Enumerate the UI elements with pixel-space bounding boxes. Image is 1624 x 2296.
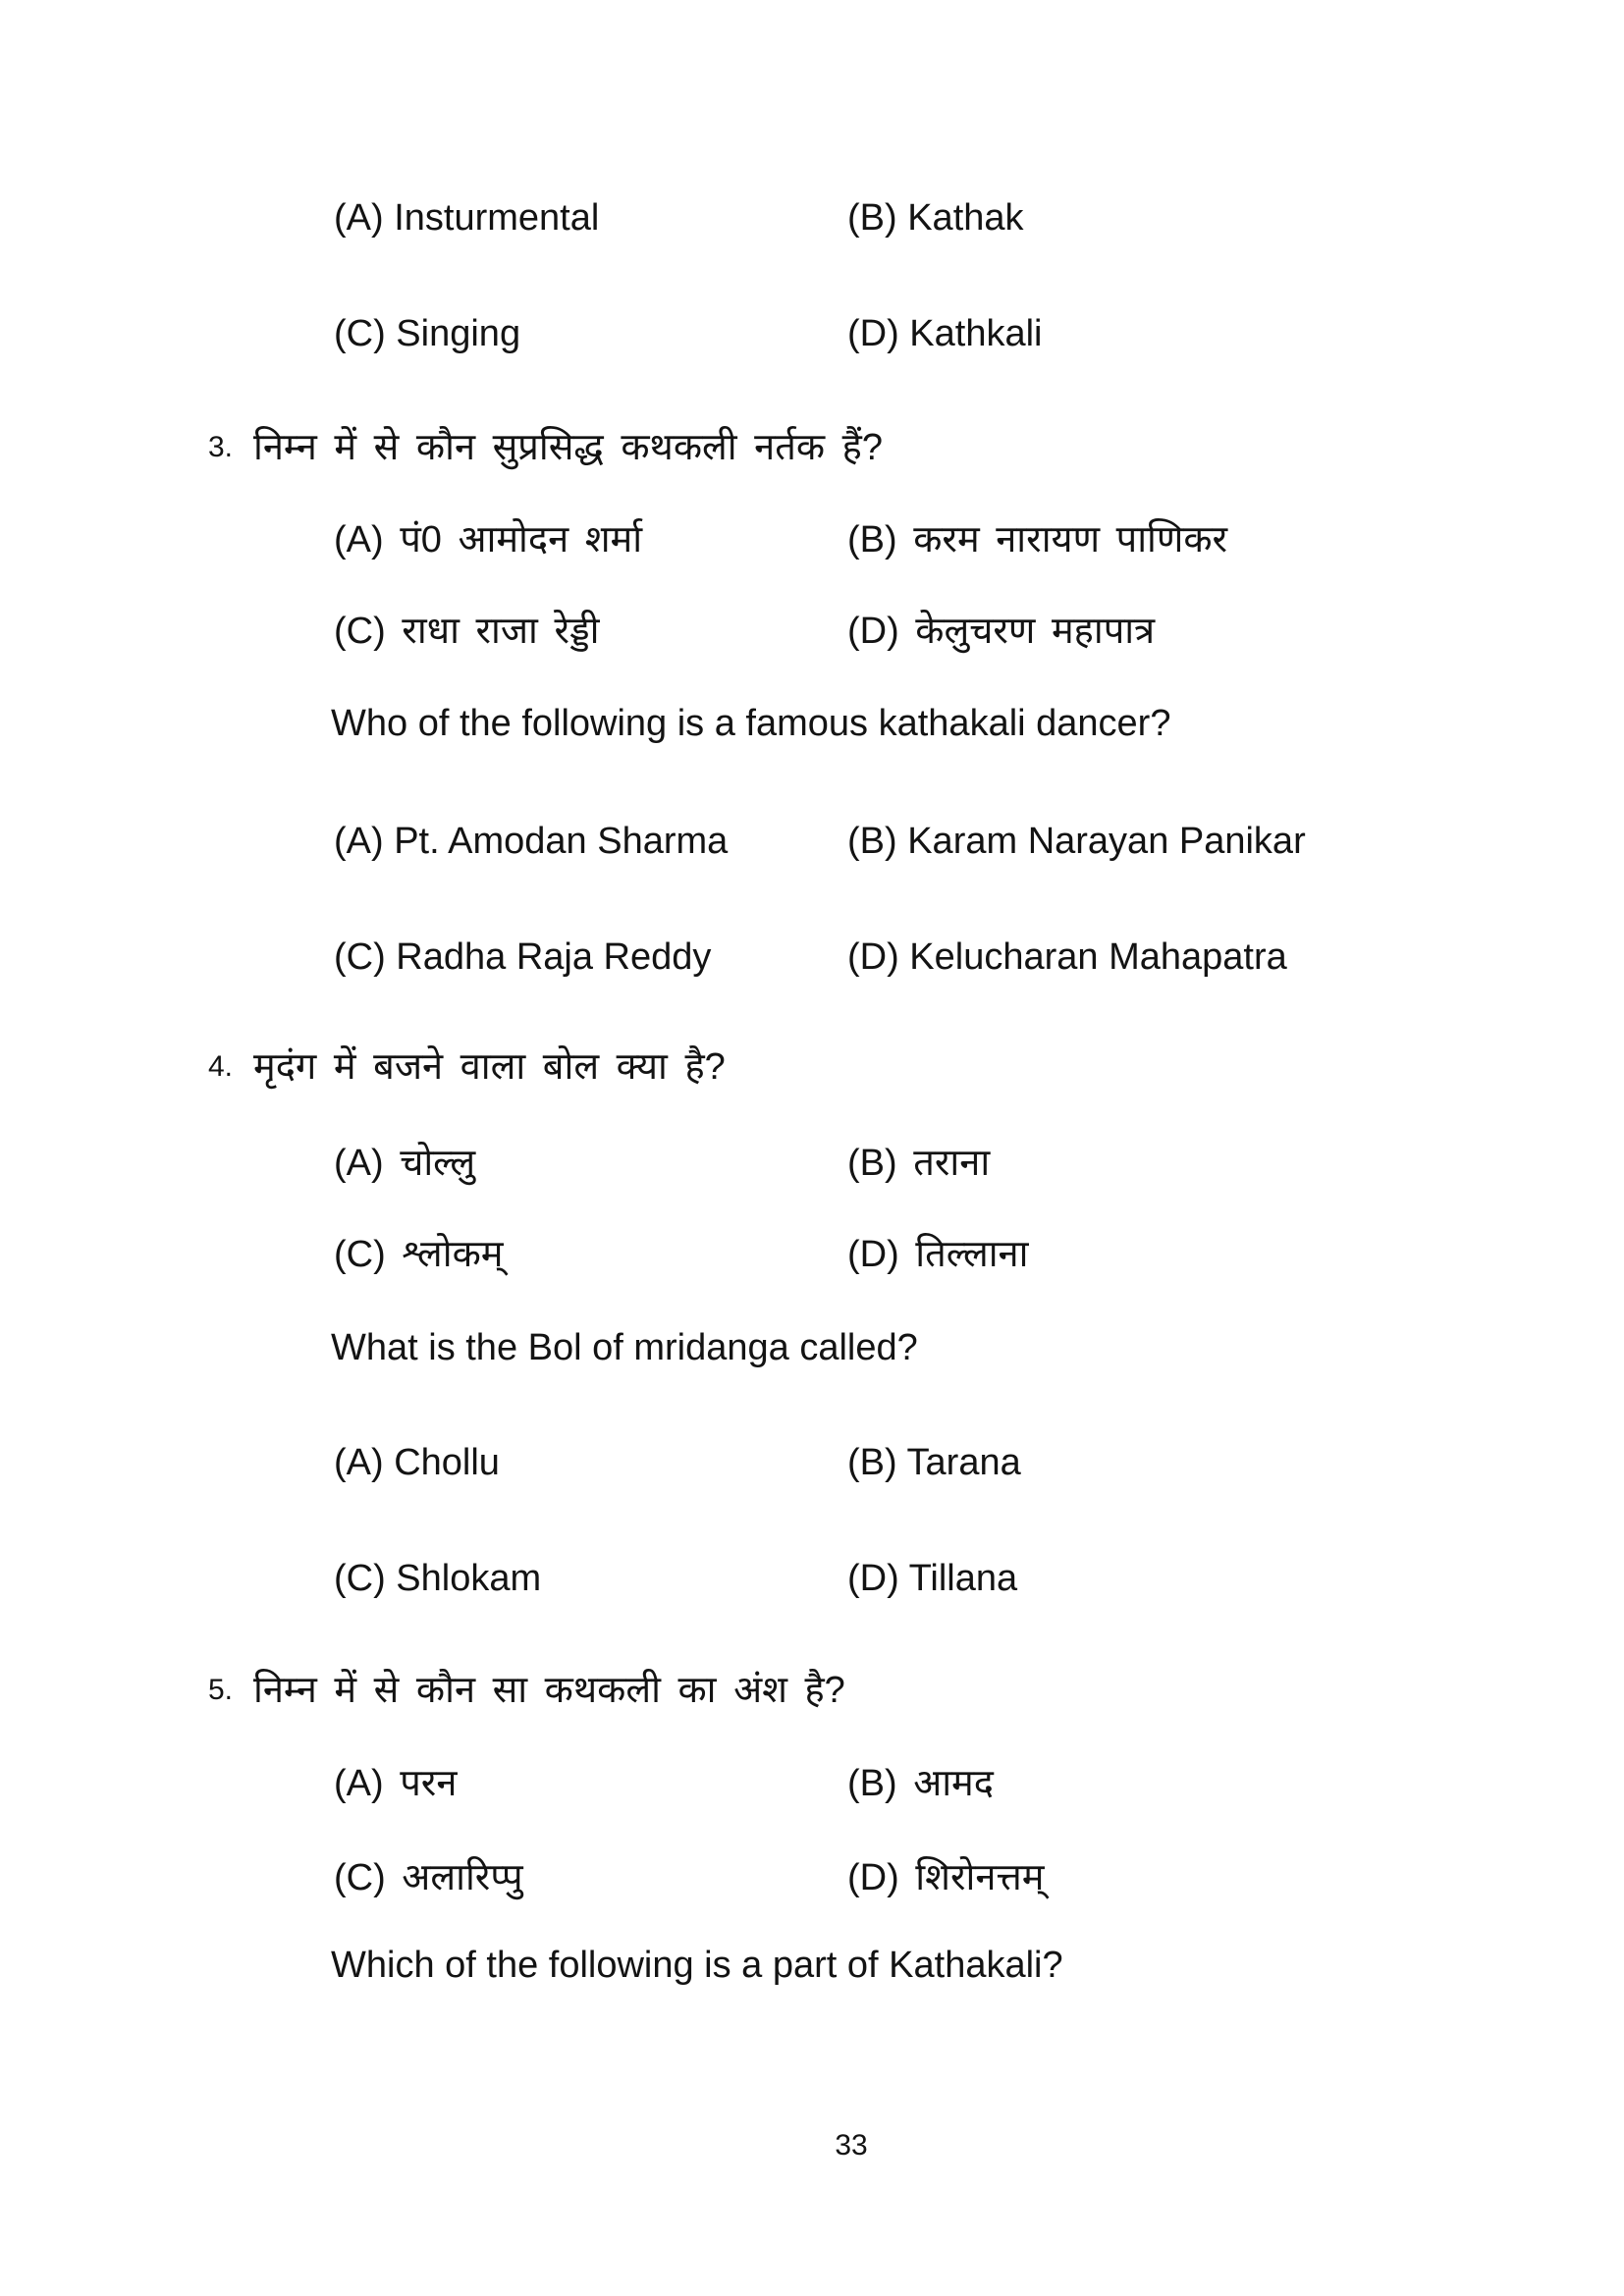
q3-english-question-line [0, 701, 1624, 746]
q4-english-option-b: (B) Tarana [847, 1442, 1021, 1483]
q3-hindi-option-c: (C) राधा राजा रेड्डी [334, 611, 600, 652]
q5-hindi-option-d: (D) शिरोनत्तम् [847, 1857, 1045, 1898]
q2-option-a: (A) Insturmental [334, 197, 600, 239]
page-footer [79, 2120, 1624, 2165]
q2-option-d: (D) Kathkali [847, 313, 1043, 354]
q3-english-option-d: (D) Kelucharan Mahapatra [847, 936, 1287, 978]
q2-options-row-ab [0, 195, 1624, 240]
q4-question-text-hindi: मृदंग में बजने वाला बोल क्या है? [253, 1046, 726, 1088]
q3-number: 3. [208, 431, 234, 463]
q5-hindi-option-a: (A) परन [334, 1763, 458, 1804]
q2-option-c: (C) Singing [334, 313, 521, 354]
q3-english-option-b: (B) Karam Narayan Panikar [847, 821, 1306, 862]
q4-english-question-line [0, 1325, 1624, 1370]
q5-hindi-options-row-cd [0, 1855, 1624, 1900]
q4-question-text-english: What is the Bol of mridanga called? [331, 1327, 918, 1368]
q4-hindi-option-a: (A) चोल्लु [334, 1143, 476, 1184]
q5-hindi-options-row-ab [0, 1761, 1624, 1806]
q2-option-b: (B) Kathak [847, 197, 1024, 239]
q2-options-row-cd [0, 311, 1624, 356]
q4-english-options-row-ab [0, 1440, 1624, 1485]
q3-hindi-option-a: (A) पं0 आमोदन शर्मा [334, 519, 643, 561]
page-number: 33 [835, 2129, 868, 2162]
q5-hindi-question-line [0, 1668, 1624, 1713]
q3-question-text-english: Who of the following is a famous kathakali dancer? [331, 703, 1171, 744]
q4-hindi-options-row-ab [0, 1141, 1624, 1186]
q5-hindi-option-b: (B) आमद [847, 1763, 994, 1804]
q3-question-text-hindi: निम्न में से कौन सुप्रसिद्ध कथकली नर्तक हैं? [253, 427, 883, 468]
q4-english-option-c: (C) Shlokam [334, 1558, 542, 1599]
q4-english-option-d: (D) Tillana [847, 1558, 1018, 1599]
q3-hindi-options-row-cd [0, 609, 1624, 654]
q3-english-options-row-ab [0, 819, 1624, 864]
q5-hindi-option-c: (C) अलारिप्पु [334, 1857, 523, 1898]
q5-question-text-hindi: निम्न में से कौन सा कथकली का अंश है? [253, 1670, 845, 1711]
q5-number: 5. [208, 1674, 234, 1706]
q3-english-option-c: (C) Radha Raja Reddy [334, 936, 712, 978]
q4-hindi-option-b: (B) तराना [847, 1143, 991, 1184]
q4-hindi-question-line [0, 1044, 1624, 1090]
q4-hindi-option-c: (C) श्लोकम् [334, 1234, 504, 1275]
q4-english-options-row-cd [0, 1556, 1624, 1601]
q3-hindi-option-d: (D) केलुचरण महापात्र [847, 611, 1156, 652]
q5-question-text-english: Which of the following is a part of Kathakali? [331, 1945, 1063, 1986]
q5-english-question-line [0, 1943, 1624, 1988]
q4-english-option-a: (A) Chollu [334, 1442, 500, 1483]
q3-hindi-options-row-ab [0, 517, 1624, 562]
q3-english-option-a: (A) Pt. Amodan Sharma [334, 821, 729, 862]
q3-english-options-row-cd [0, 934, 1624, 980]
q4-number: 4. [208, 1050, 234, 1083]
q4-hindi-option-d: (D) तिल्लाना [847, 1234, 1029, 1275]
q4-hindi-options-row-cd [0, 1232, 1624, 1277]
q3-hindi-option-b: (B) करम नारायण पाणिकर [847, 519, 1228, 561]
q3-hindi-question-line [0, 425, 1624, 470]
